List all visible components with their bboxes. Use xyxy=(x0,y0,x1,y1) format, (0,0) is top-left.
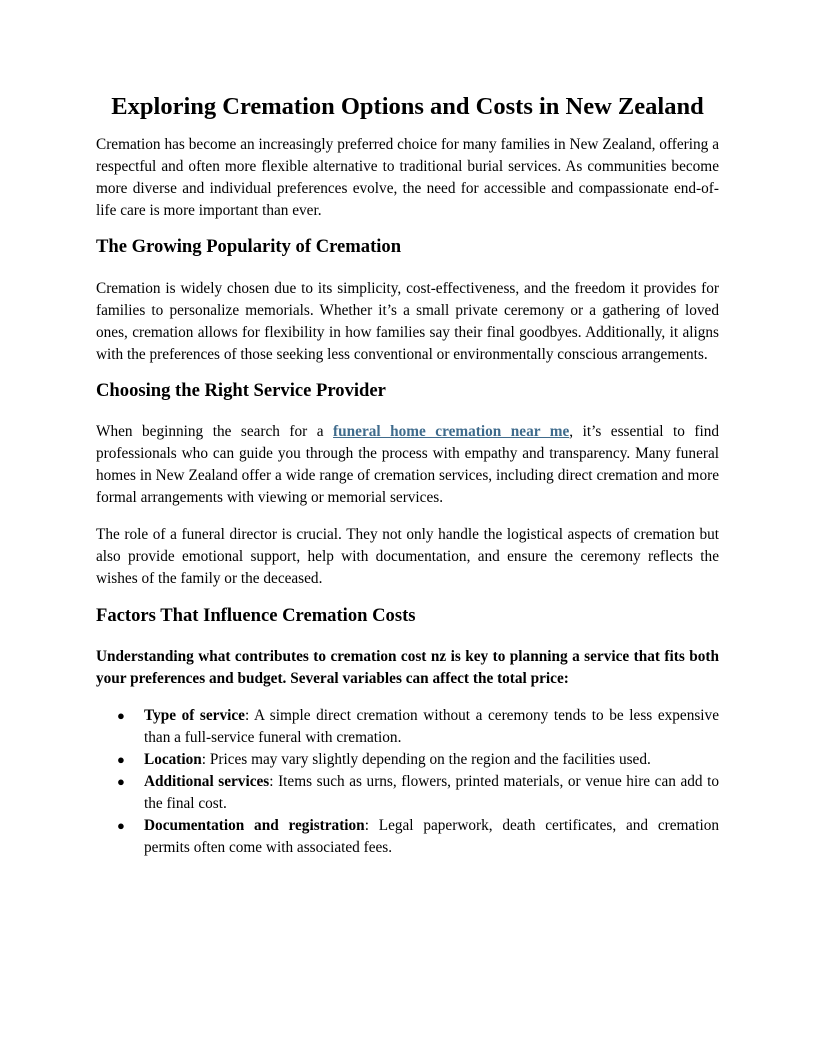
list-item xyxy=(117,705,719,749)
bullet-icon: ● xyxy=(117,774,125,790)
section-heading-popularity: The Growing Popularity of Cremation xyxy=(96,236,402,258)
list-item xyxy=(117,749,719,771)
provider-text-before: When beginning the search for a xyxy=(96,423,334,441)
list-item-text: : Items such as urns, flowers, printed materials, or venue hire can add to the final cost. xyxy=(144,773,720,813)
costs-lead-paragraph: Understanding what contributes to cremation cost nz is key to planning a service that fits both your preferences and budget. Several variables can affect the total price: xyxy=(96,648,719,688)
provider-paragraph-1 xyxy=(96,421,719,509)
list-item-term: Type of service xyxy=(144,707,245,725)
list-item xyxy=(117,815,719,859)
provider-paragraph-2: The role of a funeral director is crucial. They not only handle the logistical aspects of cremation but also provide emotional support, help with documentation, and ensure the ceremony reflects the wishes of the family or the deceased. xyxy=(96,526,719,588)
intro-paragraph: Cremation has become an increasingly preferred choice for many families in New Zealand, offering a respectful and often more flexible alternative to traditional burial services. As communities become more diverse and individual preferences evolve, the need for accessible and compassionate end-of-life care is more important than ever. xyxy=(96,136,719,220)
section-heading-provider: Choosing the Right Service Provider xyxy=(96,379,386,401)
list-item-text: : Legal paperwork, death certificates, and cremation permits often come with associated fees. xyxy=(144,817,719,857)
section-heading-costs: Factors That Influence Cremation Costs xyxy=(96,605,416,627)
list-item-term: Documentation and registration xyxy=(144,817,365,835)
list-item-term: Additional services xyxy=(144,773,270,791)
funeral-home-link[interactable]: funeral home cremation near me xyxy=(333,423,570,441)
provider-text-after: , it’s essential to find professionals who can guide you through the process with empathy and transparency. Many funeral homes in New Zealand offer a wide range of cremation services, including direct cremation and more formal arrangements with viewing or memorial services. xyxy=(96,423,719,507)
bullet-icon: ● xyxy=(117,752,125,768)
list-item-text: : A simple direct cremation without a ceremony tends to be less expensive than a full-service funeral with cremation. xyxy=(144,707,719,747)
cost-factors-list xyxy=(96,705,719,859)
document-page xyxy=(96,92,719,859)
bullet-icon: ● xyxy=(117,818,125,834)
list-item-text: : Prices may vary slightly depending on the region and the facilities used. xyxy=(201,751,651,769)
list-item-term: Location xyxy=(144,751,202,769)
bullet-icon: ● xyxy=(117,708,125,724)
page-title: Exploring Cremation Options and Costs in New Zealand xyxy=(111,93,704,120)
popularity-paragraph: Cremation is widely chosen due to its simplicity, cost-effectiveness, and the freedom it provides for families to personalize memorials. Whether it’s a small private ceremony or a gathering of loved ones, cremation allows for flexibility in how families say their final goodbyes. Additionally, it aligns with the preferences of those seeking less conventional or environmentally conscious arrangements. xyxy=(96,279,719,363)
list-item xyxy=(117,771,720,815)
